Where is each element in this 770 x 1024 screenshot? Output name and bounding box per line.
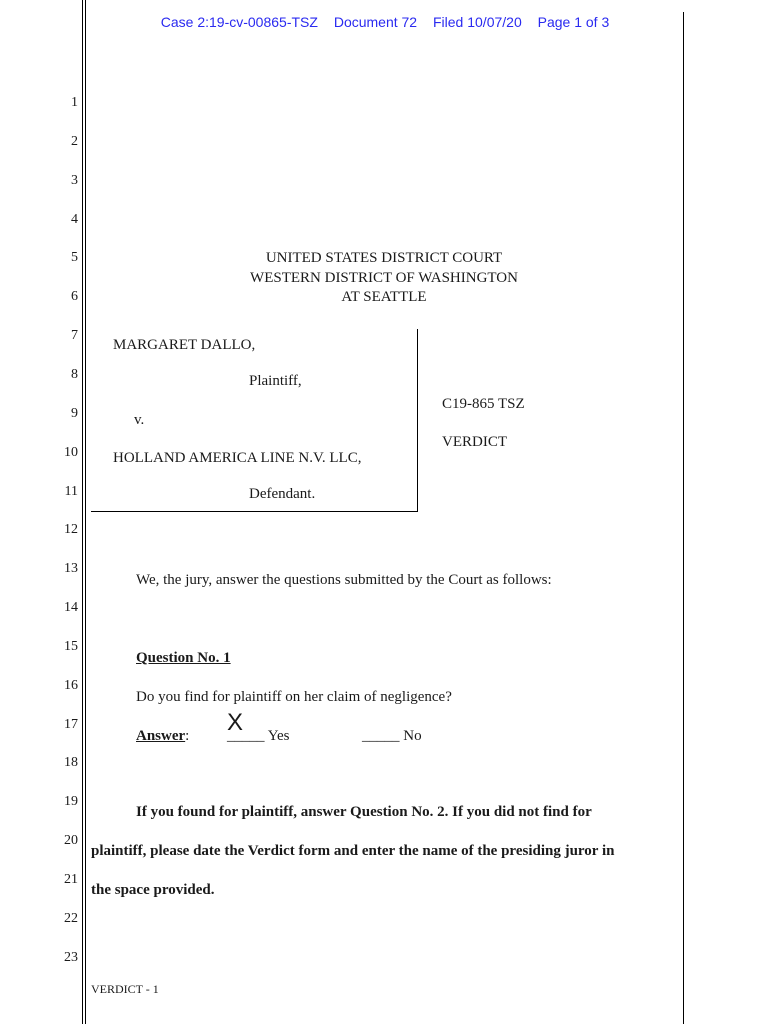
filed-date-stamp: Filed 10/07/20 bbox=[433, 14, 522, 30]
case-number: C19-865 TSZ bbox=[442, 396, 525, 412]
court-location: AT SEATTLE bbox=[341, 289, 427, 305]
line-number: 10 bbox=[64, 445, 78, 460]
line-number: 5 bbox=[71, 250, 78, 265]
line-number: 16 bbox=[64, 678, 78, 693]
court-name: UNITED STATES DISTRICT COURT bbox=[265, 250, 503, 266]
line-number: 6 bbox=[71, 289, 78, 304]
court-heading bbox=[84, 249, 684, 308]
instruction-line-3: the space provided. bbox=[91, 882, 215, 898]
line-number: 21 bbox=[64, 872, 78, 887]
answer-label: Answer bbox=[136, 728, 186, 744]
instruction-line-1: If you found for plaintiff, answer Question No. 2. If you did not find for bbox=[136, 804, 592, 820]
yes-mark: X bbox=[227, 709, 244, 736]
line-number: 22 bbox=[64, 911, 78, 926]
answer-colon: : bbox=[185, 728, 190, 744]
line-number: 15 bbox=[64, 639, 78, 654]
line-number: 23 bbox=[64, 950, 78, 965]
page-count-stamp: Page 1 of 3 bbox=[537, 14, 610, 30]
caption-divider-vertical bbox=[417, 329, 418, 512]
line-number: 18 bbox=[64, 755, 78, 770]
answer-line bbox=[136, 728, 189, 745]
defendant-name: HOLLAND AMERICA LINE N.V. LLC, bbox=[113, 450, 362, 466]
right-margin-rule bbox=[683, 12, 684, 1024]
question-1-text: Do you find for plaintiff on her claim of negligence? bbox=[136, 689, 452, 705]
line-number: 8 bbox=[71, 367, 78, 382]
defendant-role: Defendant. bbox=[249, 486, 316, 502]
jury-intro: We, the jury, answer the questions submitted by the Court as follows: bbox=[136, 572, 552, 588]
court-district: WESTERN DISTRICT OF WASHINGTON bbox=[250, 269, 518, 286]
instruction-line-2: plaintiff, please date the Verdict form and enter the name of the presiding juror in bbox=[91, 843, 615, 859]
line-number: 20 bbox=[64, 833, 78, 848]
line-number: 7 bbox=[71, 328, 78, 343]
line-number: 17 bbox=[64, 717, 78, 732]
case-number-stamp: Case 2:19-cv-00865-TSZ bbox=[160, 14, 318, 30]
document-title: VERDICT bbox=[442, 434, 507, 450]
line-number: 9 bbox=[71, 406, 78, 421]
page-footer: VERDICT - 1 bbox=[91, 982, 159, 996]
question-1-heading: Question No. 1 bbox=[136, 650, 231, 666]
answer-no-blank: _____ No bbox=[362, 728, 422, 744]
line-number: 11 bbox=[64, 484, 78, 499]
filing-header bbox=[0, 14, 770, 30]
plaintiff-name: MARGARET DALLO, bbox=[113, 337, 256, 353]
left-margin-rule-outer bbox=[82, 0, 83, 1024]
plaintiff-role: Plaintiff, bbox=[249, 373, 302, 389]
line-number: 13 bbox=[64, 561, 78, 576]
versus: v. bbox=[134, 412, 145, 428]
line-number: 12 bbox=[64, 522, 78, 537]
line-number: 14 bbox=[64, 600, 78, 615]
line-number: 3 bbox=[71, 173, 78, 188]
answer-yes-blank: _____ Yes bbox=[227, 728, 290, 744]
line-number: 19 bbox=[64, 794, 78, 809]
line-number: 2 bbox=[71, 134, 78, 149]
document-number-stamp: Document 72 bbox=[333, 14, 418, 30]
line-number: 1 bbox=[71, 95, 78, 110]
line-number: 4 bbox=[71, 212, 78, 227]
caption-divider-horizontal bbox=[91, 511, 418, 512]
left-margin-rule-inner bbox=[85, 0, 86, 1024]
